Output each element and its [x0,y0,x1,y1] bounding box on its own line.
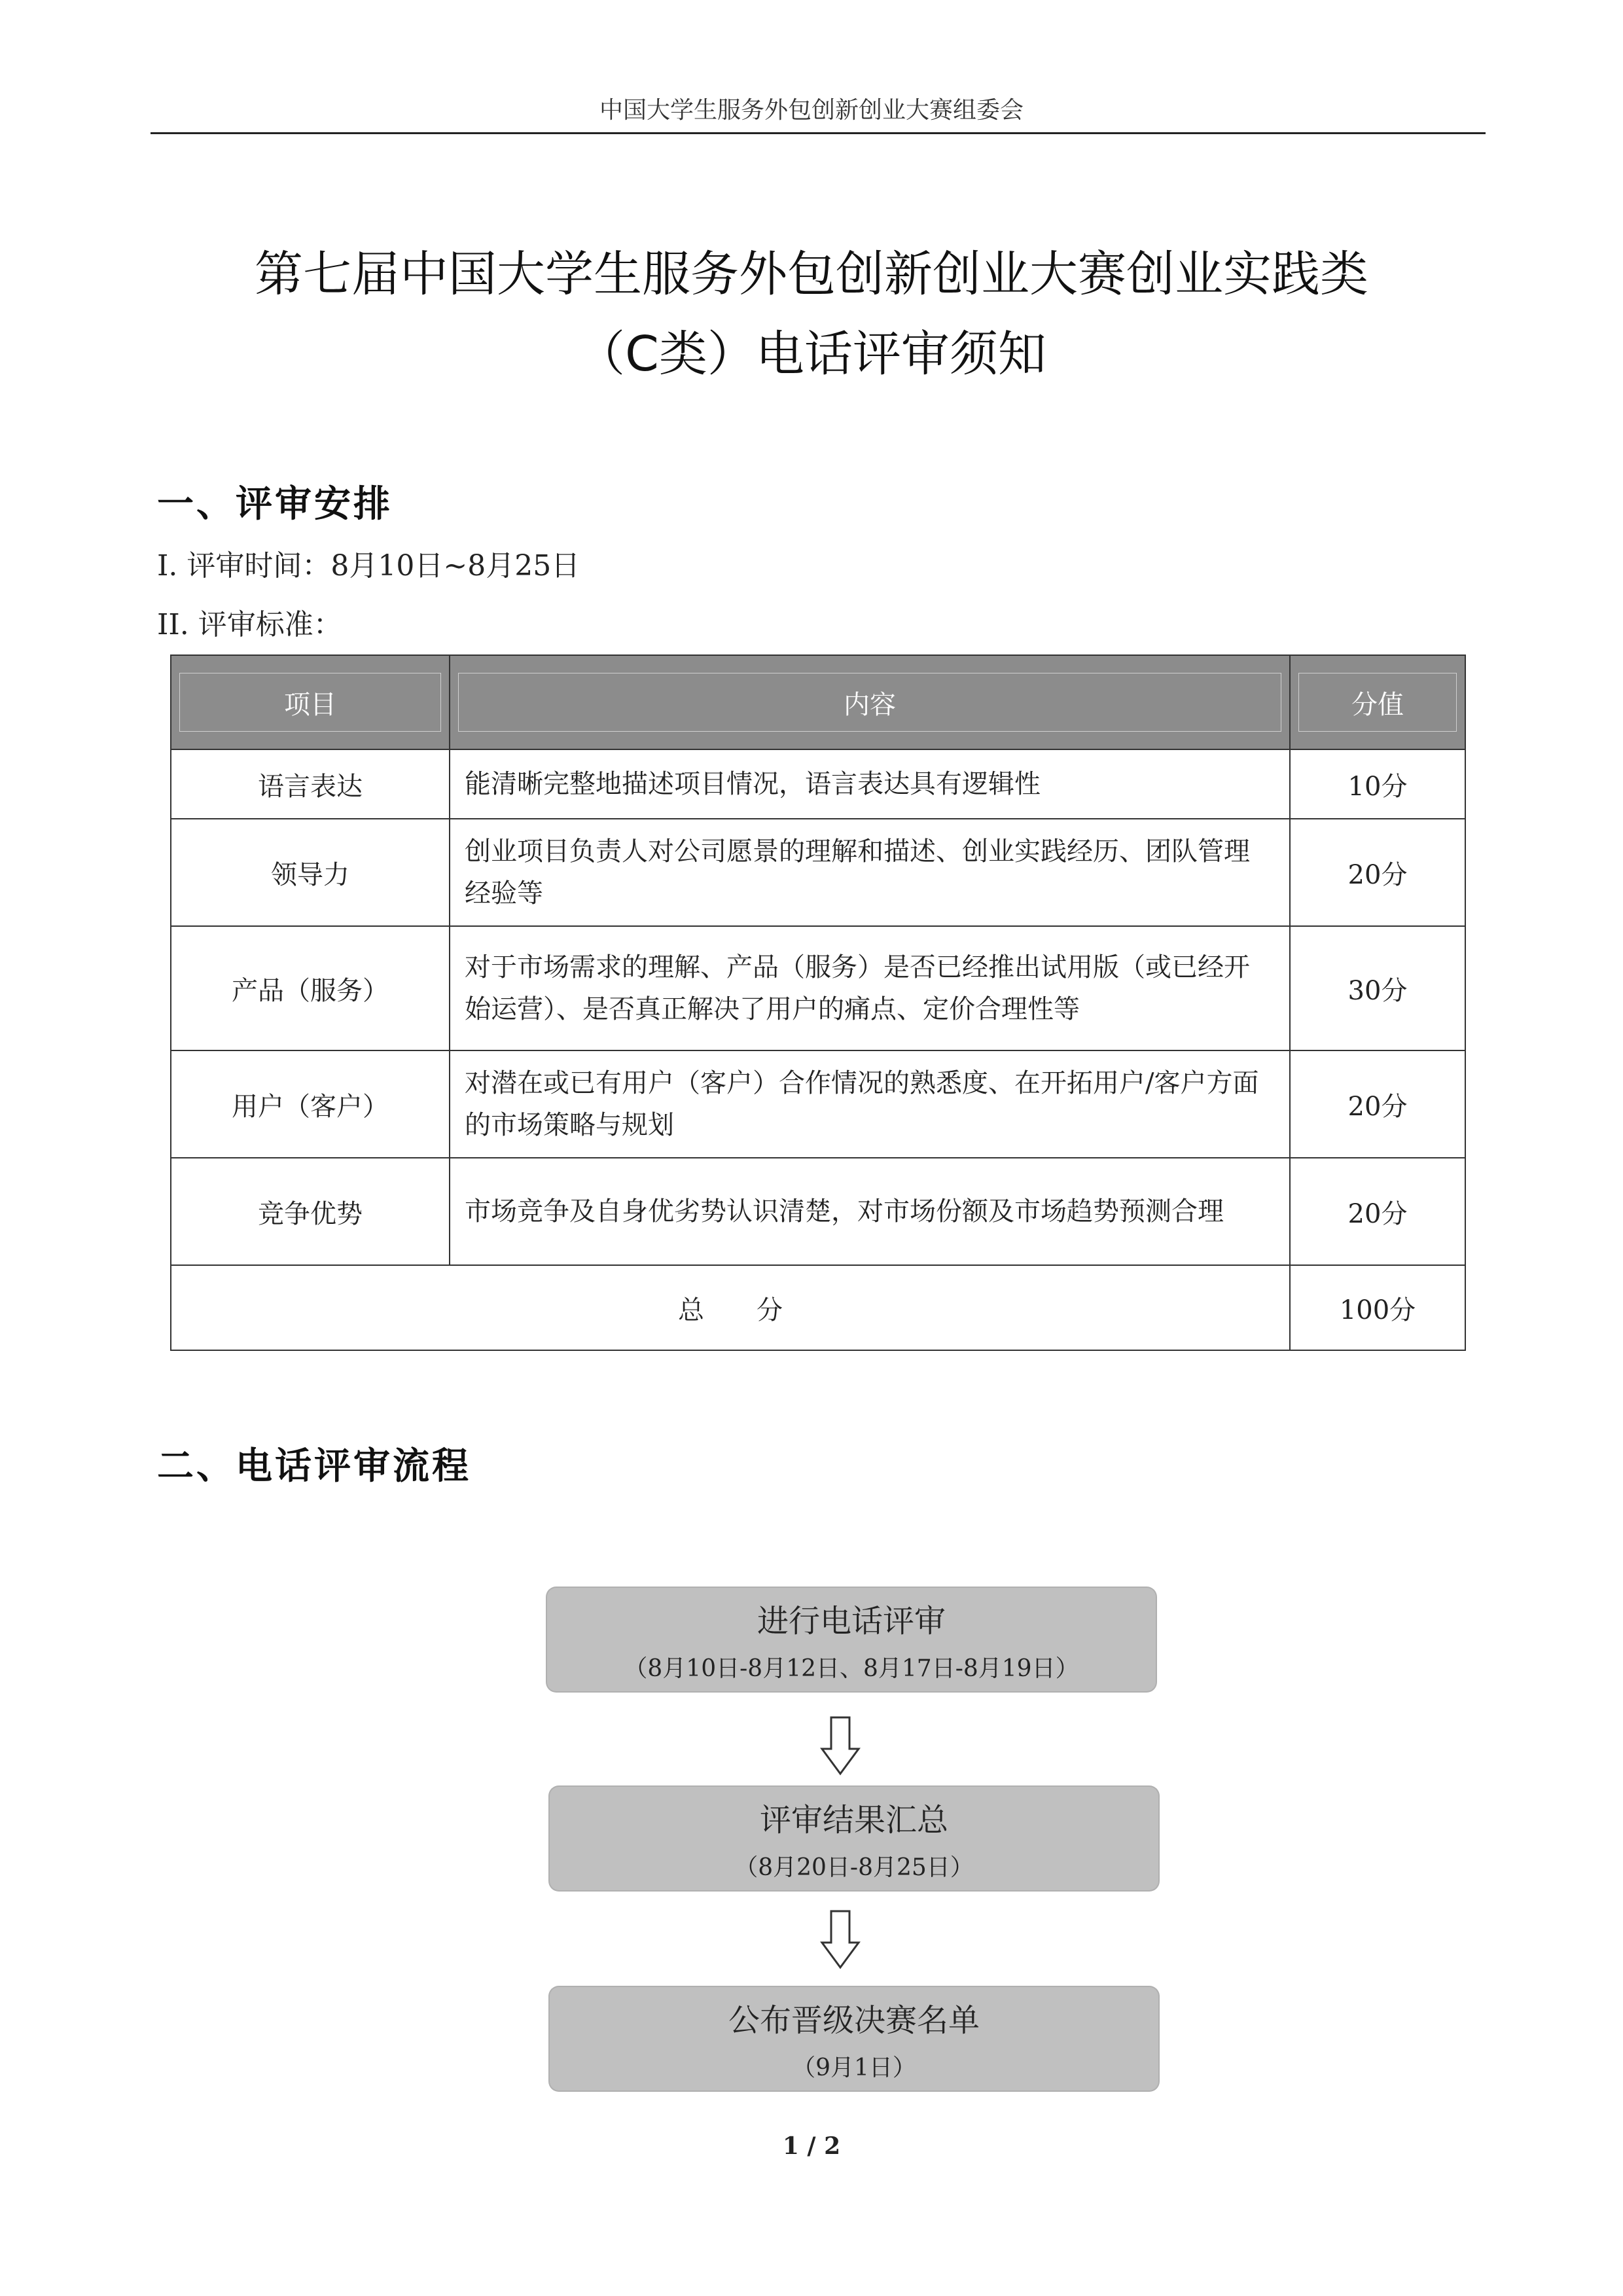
down-arrow-icon [819,1910,861,1970]
row-content: 创业项目负责人对公司愿景的理解和描述、创业实践经历、团队管理经验等 [450,819,1290,926]
flow-step-date: （9月1日） [792,2054,916,2081]
row-content: 对潜在或已有用户（客户）合作情况的熟悉度、在开拓用户/客户方面的市场策略与规划 [450,1050,1290,1158]
row-content: 对于市场需求的理解、产品（服务）是否已经推出试用版（或已经开始运营）、是否真正解决了用户的痛点、定价合理性等 [450,926,1290,1050]
scoring-table [170,655,1466,1351]
document-title-line2: （C类）电话评审须知 [577,326,1046,382]
header-content: 内容 [450,655,1290,749]
section2-heading: 二、电话评审流程 [157,1445,471,1488]
row-score: 20分 [1290,1158,1465,1265]
flow-step-3 [550,1987,1158,2090]
page-number: 1 / 2 [782,2132,841,2160]
header-score: 分值 [1290,655,1465,749]
document-title-line1: 第七届中国大学生服务外包创新创业大赛创业实践类 [255,246,1368,302]
flow-step-title: 进行电话评审 [757,1603,946,1640]
row-score: 10分 [1290,749,1465,819]
section1-heading: 一、评审安排 [157,483,393,526]
row-item: 领导力 [171,819,450,926]
flow-step-date: （8月10日-8月12日、8月17日-8月19日） [624,1655,1079,1682]
table-row [171,926,1465,1050]
total-score: 100分 [1290,1265,1465,1350]
table-row [171,819,1465,926]
flow-step-date: （8月20日-8月25日） [734,1854,974,1881]
review-time: I. 评审时间：8月10日~8月25日 [157,549,580,583]
header-item: 项目 [171,655,450,749]
header-divider [151,132,1486,134]
down-arrow-icon [819,1716,861,1776]
review-criteria-label: II. 评审标准： [157,608,342,641]
row-content: 能清晰完整地描述项目情况，语言表达具有逻辑性 [450,749,1290,819]
table-row [171,1158,1465,1265]
row-score: 30分 [1290,926,1465,1050]
table-total-row [171,1265,1465,1350]
total-label: 总 分 [171,1265,1290,1350]
row-item: 竞争优势 [171,1158,450,1265]
row-score: 20分 [1290,819,1465,926]
flow-step-title: 公布晋级决赛名单 [728,2002,980,2039]
flow-step-2 [550,1787,1158,1890]
table-header-row [171,655,1465,749]
flow-step-title: 评审结果汇总 [759,1802,948,1839]
row-item: 语言表达 [171,749,450,819]
row-content: 市场竞争及自身优劣势认识清楚，对市场份额及市场趋势预测合理 [450,1158,1290,1265]
header-org: 中国大学生服务外包创新创业大赛组委会 [599,97,1024,124]
table-row [171,1050,1465,1158]
row-item: 用户（客户） [171,1050,450,1158]
row-item: 产品（服务） [171,926,450,1050]
flow-step-1 [547,1588,1156,1691]
table-row [171,749,1465,819]
row-score: 20分 [1290,1050,1465,1158]
